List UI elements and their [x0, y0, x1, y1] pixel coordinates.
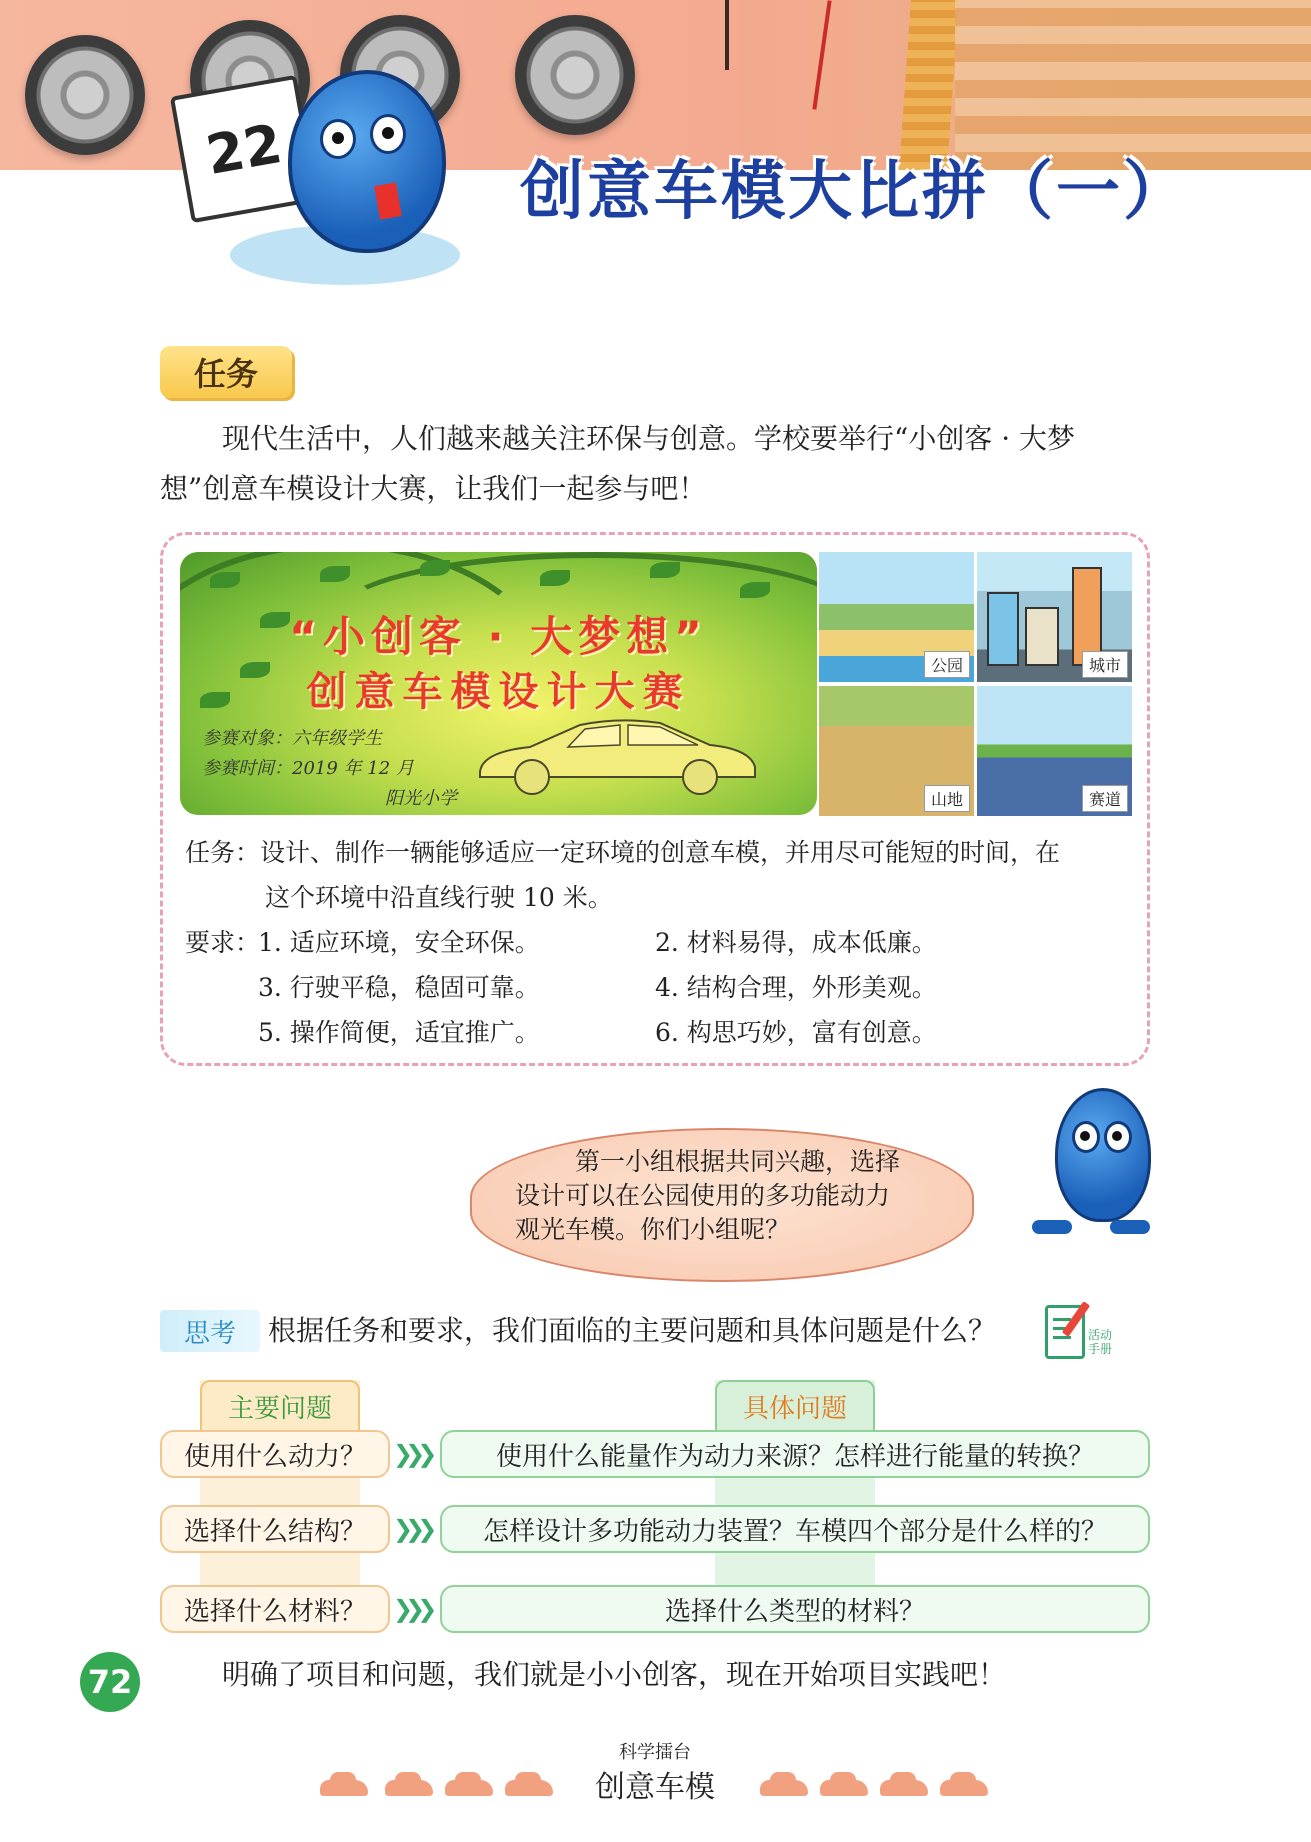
page-number: 72: [80, 1652, 140, 1712]
think-question: 根据任务和要求，我们面临的主要问题和具体问题是什么？: [268, 1314, 997, 1347]
mascot-eye: [370, 114, 406, 154]
wheel-image: [515, 15, 635, 135]
specific-problem-cell: 选择什么类型的材料？: [440, 1585, 1150, 1633]
leaf-decoration: [210, 572, 240, 588]
leaf-decoration: [740, 582, 770, 598]
bubble-line-2: 设计可以在公园使用的多功能动力: [515, 1181, 891, 1210]
lesson-number: 22: [201, 111, 287, 187]
scene-racetrack: [977, 686, 1132, 816]
mascot-character: [288, 70, 446, 253]
main-problems-header: 主要问题: [200, 1380, 360, 1430]
scene-label: 公园: [924, 651, 970, 678]
leaf-decoration: [650, 562, 680, 578]
car-decoration-icon: [320, 1780, 368, 1796]
mascot-tag: [374, 182, 402, 219]
mascot-eye: [1072, 1121, 1100, 1153]
mascot-eye: [1104, 1121, 1132, 1153]
poster-title-line-2: 创意车模设计大赛: [306, 669, 691, 715]
poster-participants: 参赛对象：六年级学生: [202, 728, 382, 749]
requirement-item: 6. 构思巧妙，富有创意。: [655, 1018, 937, 1047]
triple-chevron-icon: ❯❯❯: [393, 1595, 430, 1623]
requirement-item: 4. 结构合理，外形美观。: [655, 973, 937, 1002]
scene-park: [819, 552, 974, 682]
mascot-foot: [1032, 1220, 1072, 1234]
car-image: [470, 717, 760, 797]
scene-mountain: [819, 686, 974, 816]
leaf-decoration: [320, 566, 350, 582]
contest-poster: [180, 552, 817, 815]
task-tag: 任务: [160, 346, 292, 398]
requirement-item: 5. 操作简便，适宜推广。: [258, 1018, 540, 1047]
activity-handbook-label: 活动手册: [1088, 1328, 1113, 1356]
requirements-label: 要求：: [185, 928, 261, 957]
requirement-item: 1. 适应环境，安全环保。: [258, 928, 540, 957]
scene-label: 山地: [924, 785, 970, 812]
triple-chevron-icon: ❯❯❯: [393, 1440, 430, 1468]
car-decoration-icon: [505, 1780, 553, 1796]
intro-line-1: 现代生活中，人们越来越关注环保与创意。学校要举行“小创客 · 大梦: [222, 422, 1076, 455]
main-problem-cell: 使用什么动力？: [160, 1430, 390, 1478]
speech-bubble-text: [515, 1145, 955, 1247]
triple-chevron-icon: ❯❯❯: [393, 1515, 430, 1543]
task-description-line-1: 任务：设计、制作一辆能够适应一定环境的创意车模，并用尽可能短的时间，在: [185, 838, 1061, 867]
bubble-line-1: 第一小组根据共同兴趣，选择: [575, 1147, 901, 1176]
poster-title-line-1: “小创客 · 大梦想”: [289, 612, 708, 661]
mascot-eye: [320, 119, 356, 159]
main-problem-cell: 选择什么材料？: [160, 1585, 390, 1633]
wire-decoration: [725, 0, 729, 70]
think-tag: 思考: [160, 1310, 260, 1352]
main-problem-cell: 选择什么结构？: [160, 1505, 390, 1553]
car-decoration-icon: [820, 1780, 868, 1796]
scene-label: 赛道: [1082, 785, 1128, 812]
specific-problem-cell: 怎样设计多功能动力装置？车模四个部分是什么样的？: [440, 1505, 1150, 1553]
leaf-decoration: [420, 560, 450, 576]
wheel-image: [25, 35, 145, 155]
requirement-item: 2. 材料易得，成本低廉。: [655, 928, 937, 957]
poster-school: 阳光小学: [385, 788, 457, 809]
scene-city: [977, 552, 1132, 682]
poster-date: 参赛时间：2019 年 12 月: [202, 758, 414, 779]
mascot-foot: [1110, 1220, 1150, 1234]
mascot-character: [1055, 1088, 1151, 1222]
task-description-line-2: 这个环境中沿直线行驶 10 米。: [265, 883, 613, 912]
leaf-decoration: [540, 570, 570, 586]
car-decoration-icon: [445, 1780, 493, 1796]
bubble-line-3: 观光车模。你们小组呢？: [515, 1215, 791, 1244]
footer-topic: 创意车模: [595, 1770, 715, 1805]
page-title: 创意车模大比拼（一）: [520, 155, 1190, 229]
specific-problems-header: 具体问题: [715, 1380, 875, 1430]
car-decoration-icon: [385, 1780, 433, 1796]
intro-line-2: 想”创意车模设计大赛，让我们一起参与吧！: [160, 472, 707, 505]
car-decoration-icon: [880, 1780, 928, 1796]
scene-label: 城市: [1082, 651, 1128, 678]
car-decoration-icon: [760, 1780, 808, 1796]
requirement-item: 3. 行驶平稳，稳固可靠。: [258, 973, 540, 1002]
footer-series: 科学擂台: [619, 1742, 691, 1763]
closing-text: 明确了项目和问题，我们就是小小创客，现在开始项目实践吧！: [222, 1658, 1007, 1691]
specific-problem-cell: 使用什么能量作为动力来源？怎样进行能量的转换？: [440, 1430, 1150, 1478]
car-decoration-icon: [940, 1780, 988, 1796]
